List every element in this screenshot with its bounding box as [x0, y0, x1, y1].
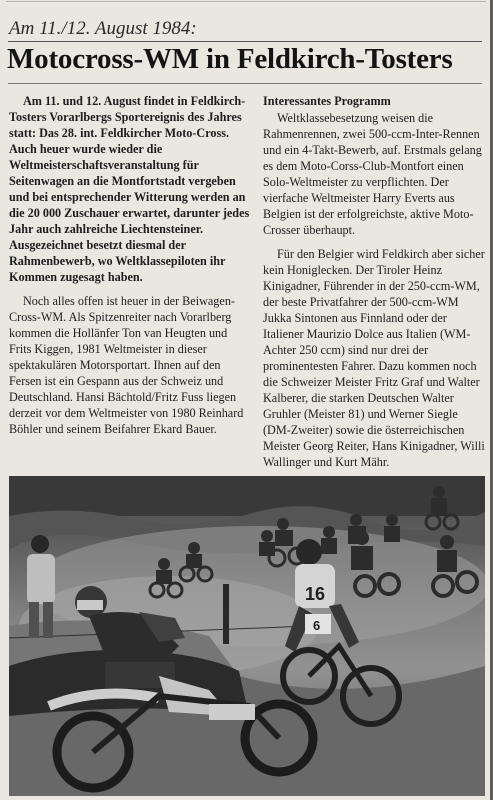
motocross-photo	[9, 476, 485, 796]
headline-rule	[8, 83, 482, 84]
left-column	[9, 93, 252, 437]
body-paragraph: Für den Belgier wird Feldkirch aber sicher kein Honiglecken. Der Tiroler Heinz Kinigadner, Führender in der 250-ccm-WM, der beste Privatfahrer der 500-ccm-WM Jukka Sintonen aus Finnland oder der Italiener Maurizio Dolce aus Italien (WM-Achter 250 ccm) sind nur drei der prominentesten Fahrer. Dazu kommen noch die Schweizer Meister Fritz Graf und Walter Kalberer, die starken Deutschen Walter Gruhler (Meister 81) und Werner Siegle (DM-Zweiter) sowie die österreichischen Meister Georg Reiter, Hans Kinigadner, Willi Wallinger und Kurt Mähr.	[263, 247, 485, 469]
article-headline: Motocross-WM in Feldkirch-Tosters	[7, 43, 453, 75]
right-column	[263, 93, 485, 470]
photo-illustration	[9, 476, 485, 796]
body-paragraph: Weltklassebesetzung weisen die Rahmenrennen, zwei 500-ccm-Inter-Rennen und ein 4-Takt-Bewerb, auf. Erstmals gelang es dem Moto-Corss-Club-Montfort einen Solo-Weltmeister zu verpflichten. Der vierfache Weltmeister Harry Everts aus Belgien ist der erfolgreichste, aktive Moto-Crosser überhaupt.	[263, 111, 482, 237]
lead-paragraph: Am 11. und 12. August findet in Feldkirch-Tosters Vorarlbergs Sportereignis des Jahres statt: Das 28. int. Feldkircher Moto-Cross. Auch heuer wurde wieder die Weltmeisterschaftsveranstaltung für Seitenwagen an die Montfortstadt vergeben und bei entsprechender Witterung werden an die 20 000 Zuschauer erwartet, darunter jedes Jahr auch zahlreiche Liechtensteiner. Ausgezeichnet besetzt diesmal der Rahmenbewerb, wo Weltklassepiloten ihr Kommen zugesagt haben.	[9, 94, 250, 284]
article-date: Am 11./12. August 1984:	[9, 18, 197, 39]
top-rule	[6, 1, 486, 2]
subheading: Interessantes Programm	[263, 94, 391, 108]
body-paragraph: Noch alles offen ist heuer in der Beiwagen-Cross-WM. Als Spitzenreiter nach Vorarlberg kommen die Hollänfer Ton van Heugten und Frits Kiggen, 1981 Weltmeister in dieser spektakulären Motorsportart. Ihnen auf den Fersen ist ein Gespann aus der Schweiz und Deutschland. Hansi Bächtold/Fritz Fuss liegen derzeit vor dem Weltmeister von 1980 Reinhard Böhler und seinem Beifahrer Ekard Bauer.	[9, 294, 244, 436]
rider-bib-number: 16	[305, 584, 326, 604]
number-plate: 6	[313, 618, 321, 633]
